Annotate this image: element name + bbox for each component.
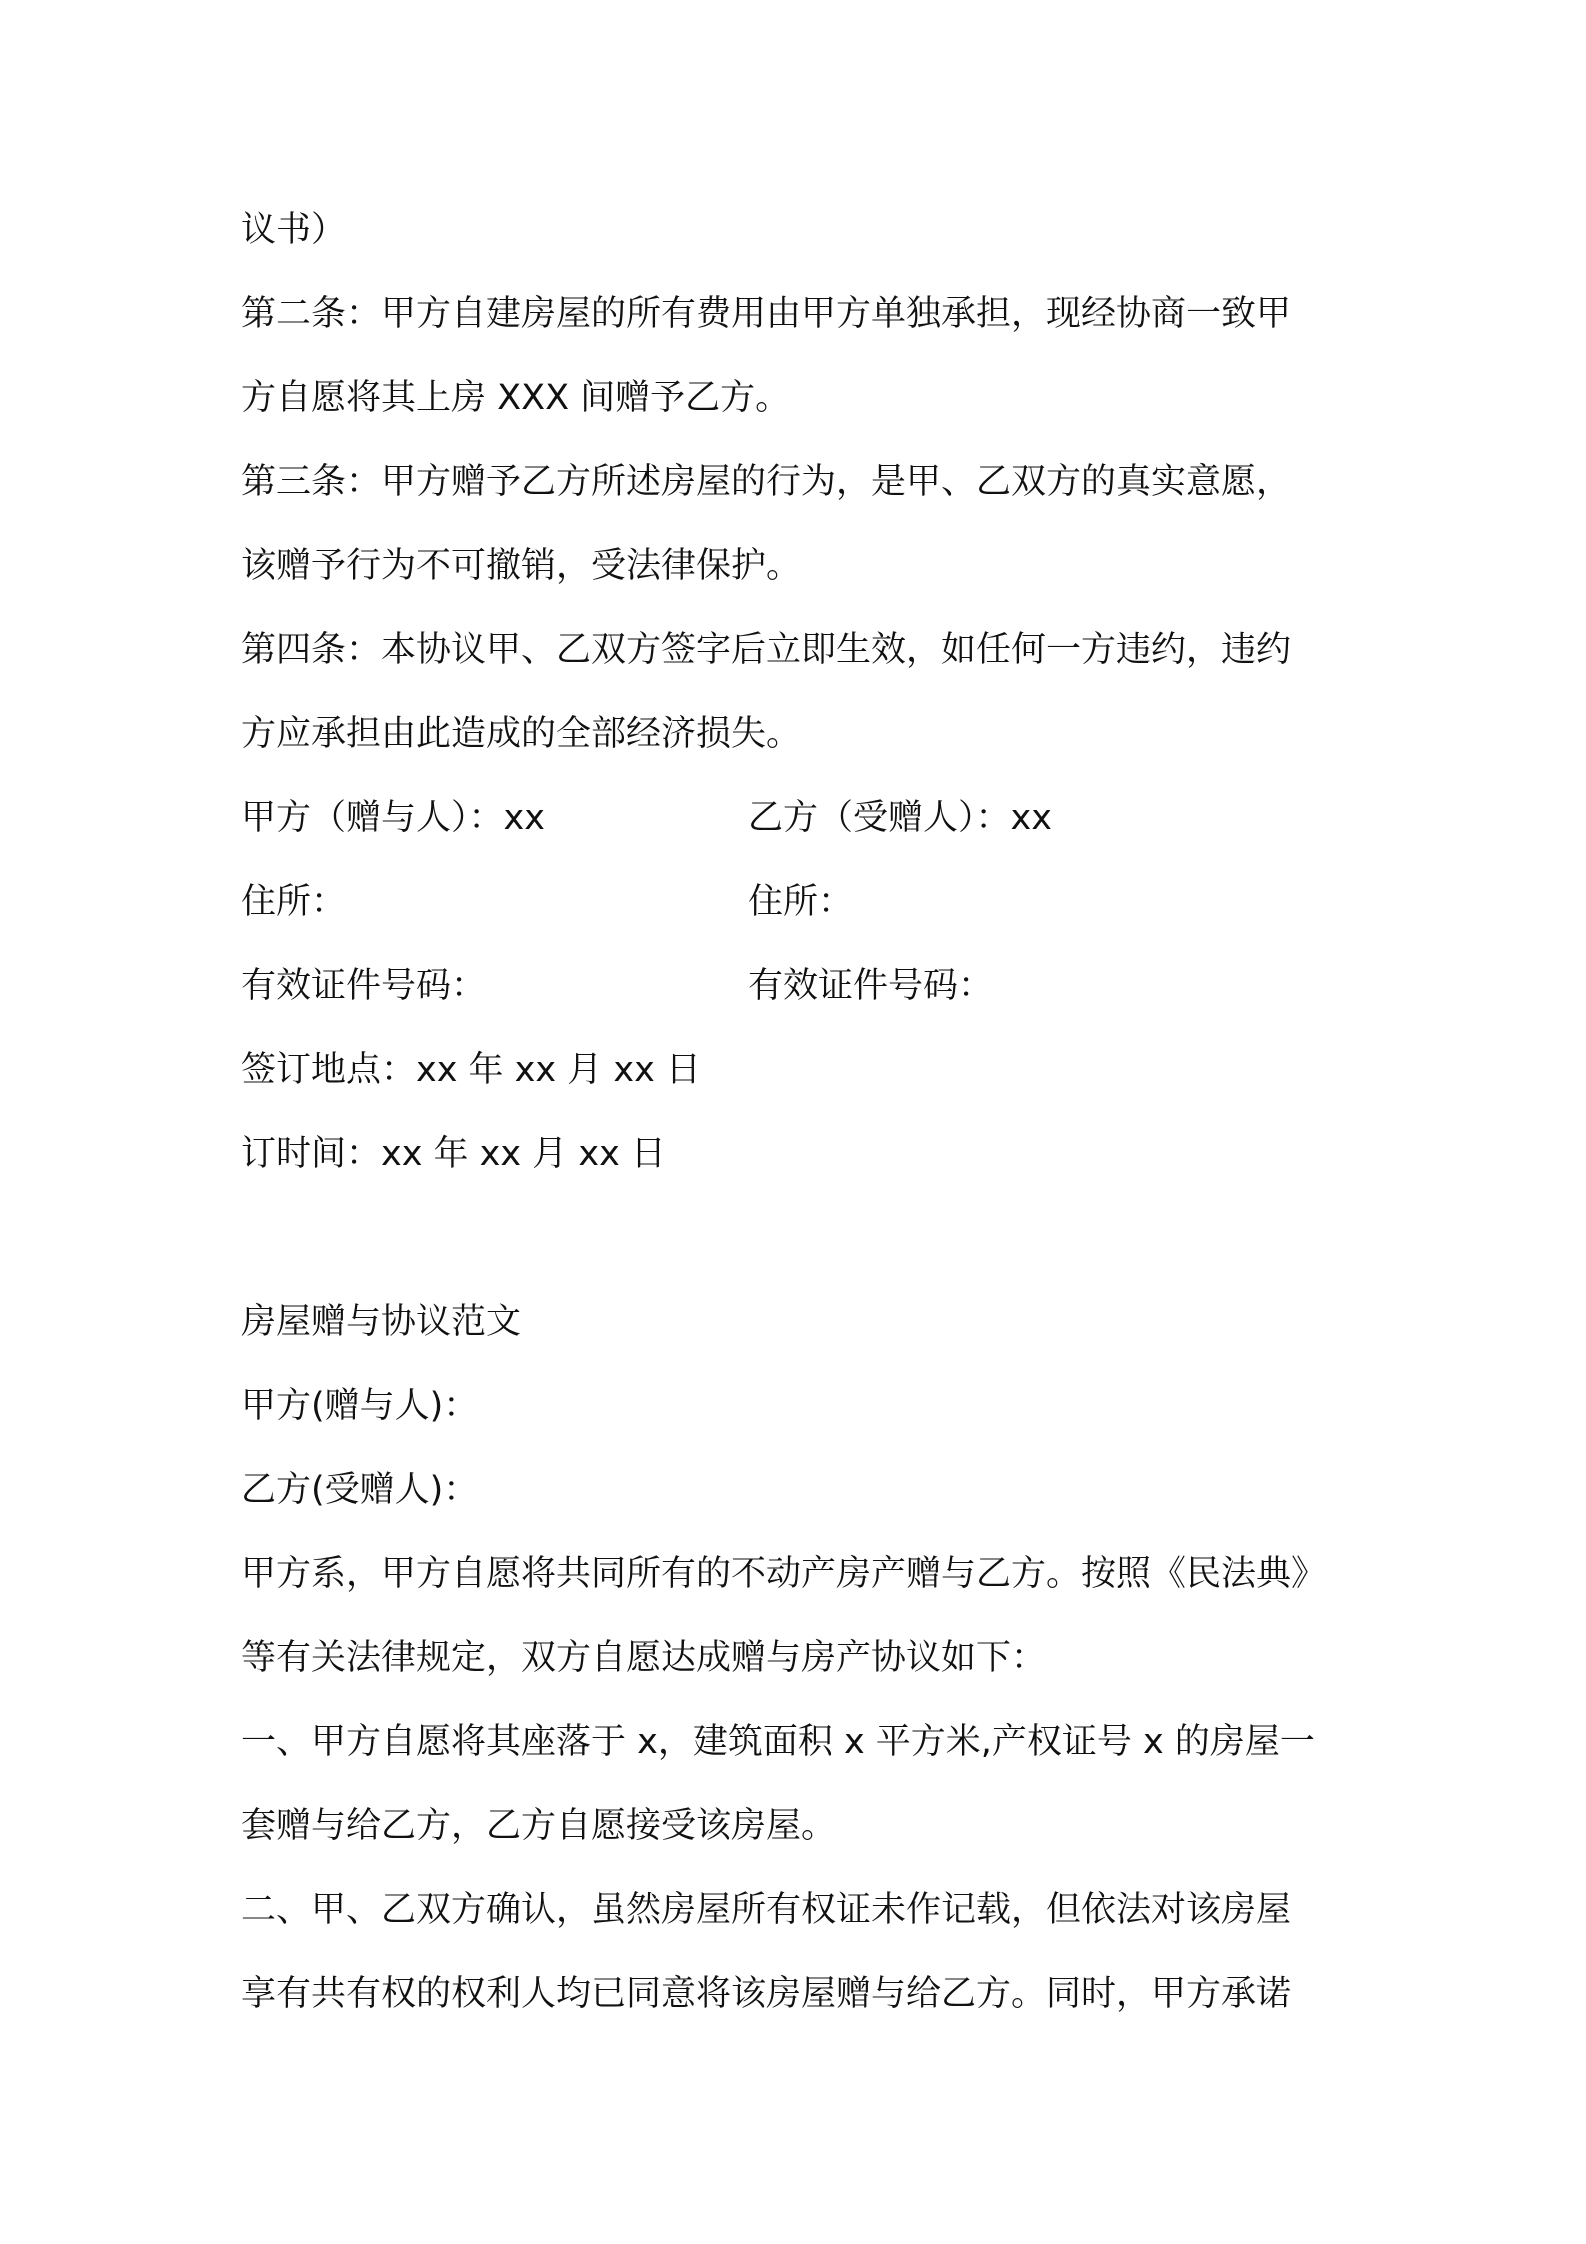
clause-2-line-1: 第二条：甲方自建房屋的所有费用由甲方单独承担，现经协商一致甲	[241, 294, 1292, 334]
sample-item-2-line-2: 享有共有权的权利人均已同意将该房屋赠与给乙方。同时，甲方承诺	[241, 1974, 1292, 2014]
party-a-id-number: 有效证件号码：	[241, 966, 487, 1006]
signature-address-row	[241, 860, 1361, 944]
sample-intro-line-1: 甲方系，甲方自愿将共同所有的不动产房产赠与乙方。按照《民法典》	[241, 1554, 1327, 1594]
sample-item-2-line-1: 二、甲、乙双方确认，虽然房屋所有权证未作记载，但依法对该房屋	[241, 1890, 1292, 1930]
sample-item-1-line-2: 套赠与给乙方，乙方自愿接受该房屋。	[241, 1806, 837, 1846]
sample-title: 房屋赠与协议范文	[241, 1302, 522, 1342]
signature-parties-row	[241, 776, 1361, 860]
sample-intro-line-2: 等有关法律规定，双方自愿达成赠与房产协议如下：	[241, 1638, 1047, 1678]
section-gap	[241, 1196, 1361, 1280]
agreement-part-1	[241, 188, 1361, 2036]
party-b-donee: 乙方（受赠人）：xx	[748, 798, 1052, 838]
signing-time: 订时间：xx 年 xx 月 xx 日	[241, 1134, 666, 1174]
party-b-id-number: 有效证件号码：	[748, 966, 994, 1006]
sample-party-b: 乙方(受赠人)：	[241, 1470, 479, 1510]
clause-4-line-1: 第四条：本协议甲、乙双方签字后立即生效，如任何一方违约，违约	[241, 630, 1292, 670]
clause-continuation: 议书）	[241, 210, 347, 250]
party-b-address: 住所：	[748, 882, 854, 922]
sample-item-1-line-1: 一、甲方自愿将其座落于 x，建筑面积 x 平方米,产权证号 x 的房屋一	[241, 1722, 1315, 1762]
party-a-address: 住所：	[241, 882, 347, 922]
clause-3-line-2: 该赠予行为不可撤销，受法律保护。	[241, 546, 802, 586]
clause-2-line-2: 方自愿将其上房 XXX 间赠予乙方。	[241, 378, 791, 418]
party-a-donor: 甲方（赠与人）：xx	[241, 798, 545, 838]
sample-party-a: 甲方(赠与人)：	[241, 1386, 479, 1426]
clause-3-line-1: 第三条：甲方赠予乙方所述房屋的行为，是甲、乙双方的真实意愿，	[241, 462, 1292, 502]
clause-4-line-2: 方应承担由此造成的全部经济损失。	[241, 714, 802, 754]
signing-place: 签订地点：xx 年 xx 月 xx 日	[241, 1050, 701, 1090]
signature-id-row	[241, 944, 1361, 1028]
